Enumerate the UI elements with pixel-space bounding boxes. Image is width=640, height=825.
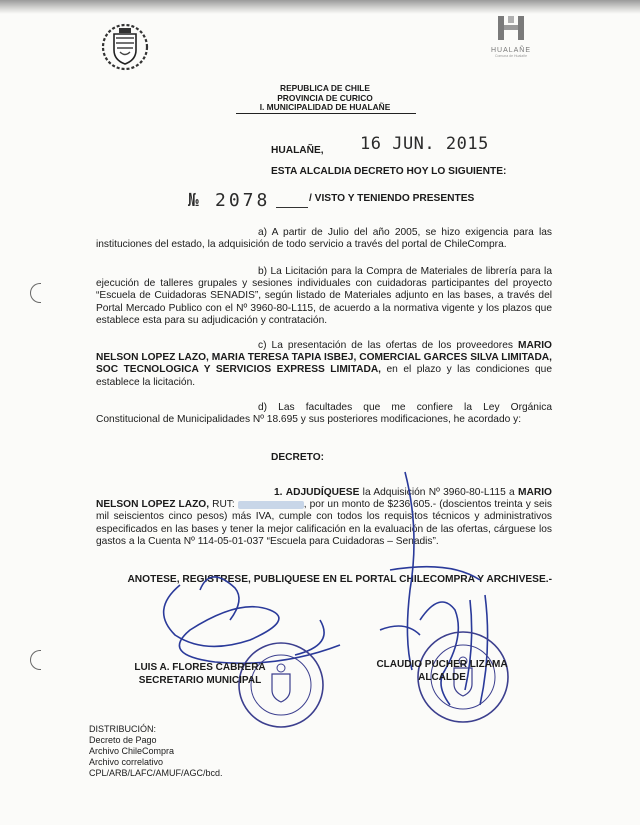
closing-formula: ANOTESE, REGISTRESE, PUBLIQUESE EN EL PORTAL CHILECOMPRA Y ARCHIVESE.- [127,574,552,585]
point-verb: ADJUDÍQUESE [285,487,360,498]
number-underline [276,207,308,208]
clause-c-providers: MARIO NELSON LOPEZ LAZO, MARIA TERESA TAPIA ISBEJ, COMERCIAL GARCES SILVA LIMITADA, SOC TECNOLOGICA Y SERVICIOS EXPRESS LIMITADA, [96,340,552,376]
provider-name: MARIO NELSON LOPEZ LAZO, [96,487,552,511]
binder-hole [30,283,41,303]
decree-intro: ESTA ALCALDIA DECRETO HOY LO SIGUIENTE: [271,166,507,177]
distribution-title: DISTRIBUCIÓN: [89,724,157,734]
decree-number-symbol: № [188,190,199,211]
header-line: PROVINCIA DE CURICO [277,92,373,103]
rut-label: RUT: [209,499,238,511]
date-place: HUALAÑE, [271,145,324,156]
binder-hole [30,650,41,670]
distribution-item: Archivo ChileCompra [89,746,175,756]
distribution-item: CPL/ARB/LAFC/AMUF/AGC/bcd. [89,768,223,778]
mayor-name: CLAUDIO PUCHER LIZAMA [376,659,508,670]
institution-header [240,84,410,113]
visto-heading: / VISTO Y TENIENDO PRESENTES [309,193,475,204]
point-text-2: , por un monto de $236.605.- (doscientos treinta y seis mil seiscientos cinco pesos) más IVA, cumple con todos los requisitos técnicos y administrativos especificados en las bases y tener la mejor calificación en la evaluación de las ofertas, cárguese los gastos a la Cuenta Nº 114-05-01-037 “Escuela para Cuidadoras – Senadis”. [96,499,552,547]
distribution-item: Archivo correlativo [89,757,164,767]
hualane-logo [486,14,536,58]
distribution-list [89,724,223,779]
clause-b: b) La Licitación para la Compra de Materiales de librería para la ejecución de talleres grupales y sesiones individuales con cuidadoras participantes del proyecto “Escuela de Cuidadoras SENADIS”, según listado de Materiales adjunto en las bases, a través del Portal Mercado Publico con el Nº 3960-80-L115, de acuerdo a la normativa vigente y los plazos que establece esta para su adjudicación y contratación. [96,266,552,326]
secretary-title: SECRETARIO MUNICIPAL [138,675,262,686]
header-line: REPUBLICA DE CHILE [280,83,370,93]
hualane-logo-caption: Comuna de Hualañe [494,54,528,58]
distribution-item: Decreto de Pago [89,735,157,745]
header-underline [236,113,416,114]
decreto-label: DECRETO: [271,452,325,463]
date-stamp: 16 JUN. 2015 [360,134,489,154]
clause-a: a) A partir de Julio del año 2005, se hizo exigencia para las instituciones del estado, la adquisición de todo servicio a través del portal de ChileCompra. [96,227,552,251]
hualane-logo-text: HUALAÑE [490,47,532,54]
secretary-name: LUIS A. FLORES CABRERA [134,662,266,673]
clause-c [96,340,552,389]
clause-d: d) Las facultades que me confiere la Ley Orgánica Constitucional de Municipalidades Nº 18.695 y sus posteriores modificaciones, he acordado y: [96,402,552,426]
point-number: 1. [274,487,283,498]
hualane-logo-icon [496,14,526,42]
header-line: I. MUNICIPALIDAD DE HUALAÑE [259,102,391,113]
signatory-secretary [120,661,280,687]
signatory-mayor [362,658,522,684]
municipal-coat-of-arms [100,22,150,72]
scan-shadow [0,0,640,14]
clause-c-end: en el plazo y las condiciones que establece la licitación. [96,364,552,388]
point-text-1: la Adquisición Nº 3960-80-L115 a [359,487,515,498]
mayor-title: ALCALDE [418,672,466,683]
clause-c-start: c) La presentación de las ofertas de los proveedores [258,340,513,351]
decree-number: 2078 [215,190,271,211]
